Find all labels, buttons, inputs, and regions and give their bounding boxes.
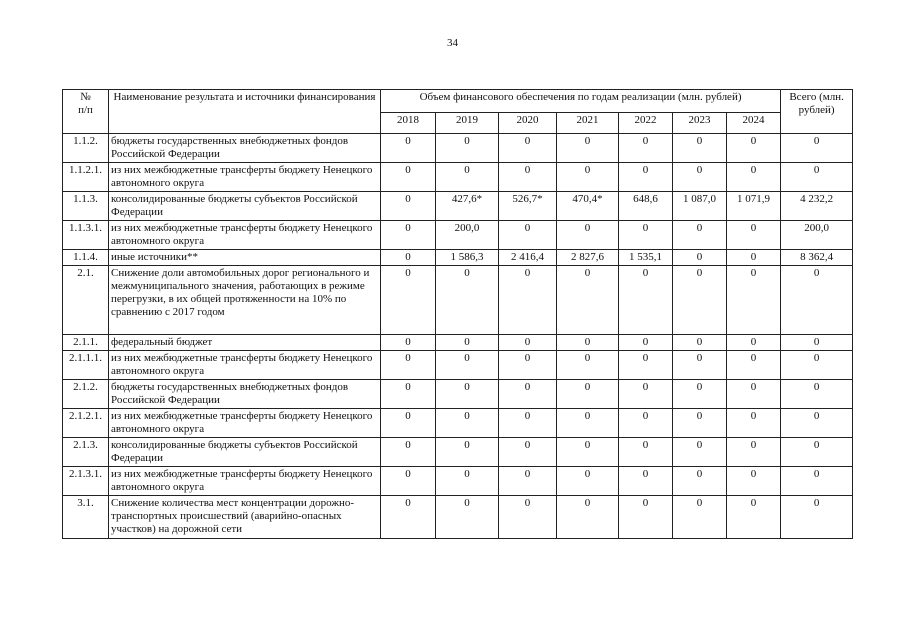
row-value: 0 — [436, 380, 499, 409]
row-total: 200,0 — [781, 221, 853, 250]
row-value: 470,4* — [557, 192, 619, 221]
row-value: 0 — [381, 380, 436, 409]
row-value: 0 — [436, 163, 499, 192]
header-volume: Объем финансового обеспечения по годам реализации (млн. рублей) — [381, 90, 781, 113]
row-value: 0 — [673, 409, 727, 438]
row-value: 0 — [381, 134, 436, 163]
row-value: 0 — [436, 496, 499, 539]
row-total: 0 — [781, 438, 853, 467]
row-number: 1.1.2.1. — [63, 163, 109, 192]
row-value: 1 087,0 — [673, 192, 727, 221]
row-value: 0 — [381, 409, 436, 438]
row-name: консолидированные бюджеты субъектов Российской Федерации — [109, 438, 381, 467]
table-body — [63, 134, 853, 539]
row-name: из них межбюджетные трансферты бюджету Ненецкого автономного округа — [109, 351, 381, 380]
row-value: 0 — [557, 380, 619, 409]
header-year: 2018 — [381, 113, 436, 134]
row-number: 2.1. — [63, 266, 109, 335]
row-value: 0 — [499, 467, 557, 496]
row-value: 0 — [673, 266, 727, 335]
row-name: из них межбюджетные трансферты бюджету Ненецкого автономного округа — [109, 163, 381, 192]
row-value: 0 — [499, 438, 557, 467]
row-value: 0 — [673, 250, 727, 266]
row-value: 0 — [436, 409, 499, 438]
row-number: 2.1.3.1. — [63, 467, 109, 496]
row-value: 0 — [619, 335, 673, 351]
row-number: 1.1.3. — [63, 192, 109, 221]
row-value: 0 — [499, 409, 557, 438]
row-value: 0 — [619, 163, 673, 192]
row-total: 4 232,2 — [781, 192, 853, 221]
row-total: 0 — [781, 380, 853, 409]
row-value: 0 — [727, 467, 781, 496]
row-value: 0 — [557, 335, 619, 351]
row-value: 0 — [499, 266, 557, 335]
row-total: 0 — [781, 496, 853, 539]
row-value: 0 — [557, 163, 619, 192]
row-value: 0 — [673, 380, 727, 409]
row-value: 0 — [673, 496, 727, 539]
row-value: 0 — [557, 221, 619, 250]
row-value: 0 — [673, 335, 727, 351]
row-value: 0 — [727, 134, 781, 163]
row-total: 0 — [781, 134, 853, 163]
row-value: 0 — [673, 467, 727, 496]
row-value: 0 — [619, 266, 673, 335]
row-value: 0 — [557, 467, 619, 496]
row-value: 0 — [499, 335, 557, 351]
row-total: 0 — [781, 351, 853, 380]
row-value: 0 — [727, 266, 781, 335]
row-value: 526,7* — [499, 192, 557, 221]
row-number: 2.1.1.1. — [63, 351, 109, 380]
row-name: из них межбюджетные трансферты бюджету Ненецкого автономного округа — [109, 467, 381, 496]
row-value: 0 — [557, 134, 619, 163]
table-row — [63, 134, 853, 163]
header-year: 2020 — [499, 113, 557, 134]
table-row — [63, 409, 853, 438]
row-number: 2.1.1. — [63, 335, 109, 351]
row-value: 0 — [619, 351, 673, 380]
row-value: 0 — [381, 467, 436, 496]
row-name: иные источники** — [109, 250, 381, 266]
row-value: 1 535,1 — [619, 250, 673, 266]
row-value: 0 — [381, 351, 436, 380]
row-value: 0 — [381, 192, 436, 221]
row-value: 0 — [499, 134, 557, 163]
table-row — [63, 335, 853, 351]
row-value: 0 — [727, 351, 781, 380]
row-value: 0 — [619, 409, 673, 438]
table-row — [63, 163, 853, 192]
header-year: 2024 — [727, 113, 781, 134]
row-value: 0 — [436, 335, 499, 351]
row-value: 0 — [727, 250, 781, 266]
row-value: 0 — [557, 409, 619, 438]
row-value: 0 — [557, 266, 619, 335]
row-value: 0 — [619, 438, 673, 467]
row-name: Снижение доли автомобильных дорог регионального и межмуниципального значения, работающих в режиме перегрузки, в их общей протяженности на 10% по сравнению с 2017 годом — [109, 266, 381, 335]
row-total: 0 — [781, 266, 853, 335]
header-name: Наименование результата и источники финансирования — [109, 90, 381, 134]
row-value: 0 — [673, 134, 727, 163]
financing-table — [62, 89, 853, 539]
row-name: бюджеты государственных внебюджетных фондов Российской Федерации — [109, 380, 381, 409]
row-value: 0 — [619, 380, 673, 409]
row-name: из них межбюджетные трансферты бюджету Ненецкого автономного округа — [109, 221, 381, 250]
row-value: 648,6 — [619, 192, 673, 221]
row-value: 0 — [436, 438, 499, 467]
row-value: 0 — [619, 496, 673, 539]
table-row — [63, 266, 853, 335]
row-total: 8 362,4 — [781, 250, 853, 266]
row-value: 0 — [499, 351, 557, 380]
header-total: Всего (млн. рублей) — [781, 90, 853, 134]
table-row — [63, 438, 853, 467]
table-row — [63, 467, 853, 496]
row-value: 0 — [557, 438, 619, 467]
row-value: 1 586,3 — [436, 250, 499, 266]
row-value: 1 071,9 — [727, 192, 781, 221]
row-value: 0 — [673, 163, 727, 192]
row-value: 0 — [727, 335, 781, 351]
row-value: 0 — [381, 496, 436, 539]
row-value: 0 — [557, 351, 619, 380]
row-name: из них межбюджетные трансферты бюджету Ненецкого автономного округа — [109, 409, 381, 438]
row-value: 0 — [727, 496, 781, 539]
row-value: 0 — [436, 266, 499, 335]
row-total: 0 — [781, 409, 853, 438]
row-value: 0 — [557, 496, 619, 539]
row-value: 0 — [727, 438, 781, 467]
row-name: бюджеты государственных внебюджетных фондов Российской Федерации — [109, 134, 381, 163]
row-number: 2.1.3. — [63, 438, 109, 467]
row-value: 0 — [499, 380, 557, 409]
row-value: 0 — [436, 351, 499, 380]
row-number: 1.1.4. — [63, 250, 109, 266]
row-value: 0 — [499, 221, 557, 250]
row-value: 0 — [381, 335, 436, 351]
row-number: 1.1.3.1. — [63, 221, 109, 250]
row-value: 0 — [381, 266, 436, 335]
table-row — [63, 221, 853, 250]
row-total: 0 — [781, 335, 853, 351]
row-value: 0 — [381, 163, 436, 192]
row-number: 1.1.2. — [63, 134, 109, 163]
row-value: 427,6* — [436, 192, 499, 221]
row-total: 0 — [781, 467, 853, 496]
row-value: 0 — [673, 438, 727, 467]
row-value: 0 — [499, 163, 557, 192]
table-row — [63, 250, 853, 266]
row-value: 0 — [619, 134, 673, 163]
row-name: Снижение количества мест концентрации дорожно-транспортных происшествий (аварийно-опасных участков) на дорожной сети — [109, 496, 381, 539]
header-year: 2022 — [619, 113, 673, 134]
row-value: 0 — [436, 467, 499, 496]
row-value: 0 — [727, 380, 781, 409]
row-value: 0 — [499, 496, 557, 539]
row-value: 0 — [436, 134, 499, 163]
row-number: 2.1.2.1. — [63, 409, 109, 438]
page-number: 34 — [447, 37, 458, 49]
row-name: федеральный бюджет — [109, 335, 381, 351]
row-value: 0 — [727, 163, 781, 192]
header-number: № п/п — [63, 90, 109, 134]
row-value: 0 — [619, 467, 673, 496]
row-total: 0 — [781, 163, 853, 192]
row-value: 200,0 — [436, 221, 499, 250]
row-value: 0 — [673, 221, 727, 250]
header-year: 2019 — [436, 113, 499, 134]
row-value: 0 — [673, 351, 727, 380]
table-row — [63, 192, 853, 221]
row-number: 3.1. — [63, 496, 109, 539]
table-row — [63, 380, 853, 409]
row-value: 0 — [619, 221, 673, 250]
header-year: 2023 — [673, 113, 727, 134]
row-number: 2.1.2. — [63, 380, 109, 409]
row-value: 0 — [727, 409, 781, 438]
row-value: 0 — [381, 250, 436, 266]
row-value: 0 — [381, 438, 436, 467]
table-row — [63, 496, 853, 539]
header-year: 2021 — [557, 113, 619, 134]
table-row — [63, 351, 853, 380]
row-value: 0 — [727, 221, 781, 250]
row-name: консолидированные бюджеты субъектов Российской Федерации — [109, 192, 381, 221]
row-value: 2 827,6 — [557, 250, 619, 266]
row-value: 0 — [381, 221, 436, 250]
row-value: 2 416,4 — [499, 250, 557, 266]
